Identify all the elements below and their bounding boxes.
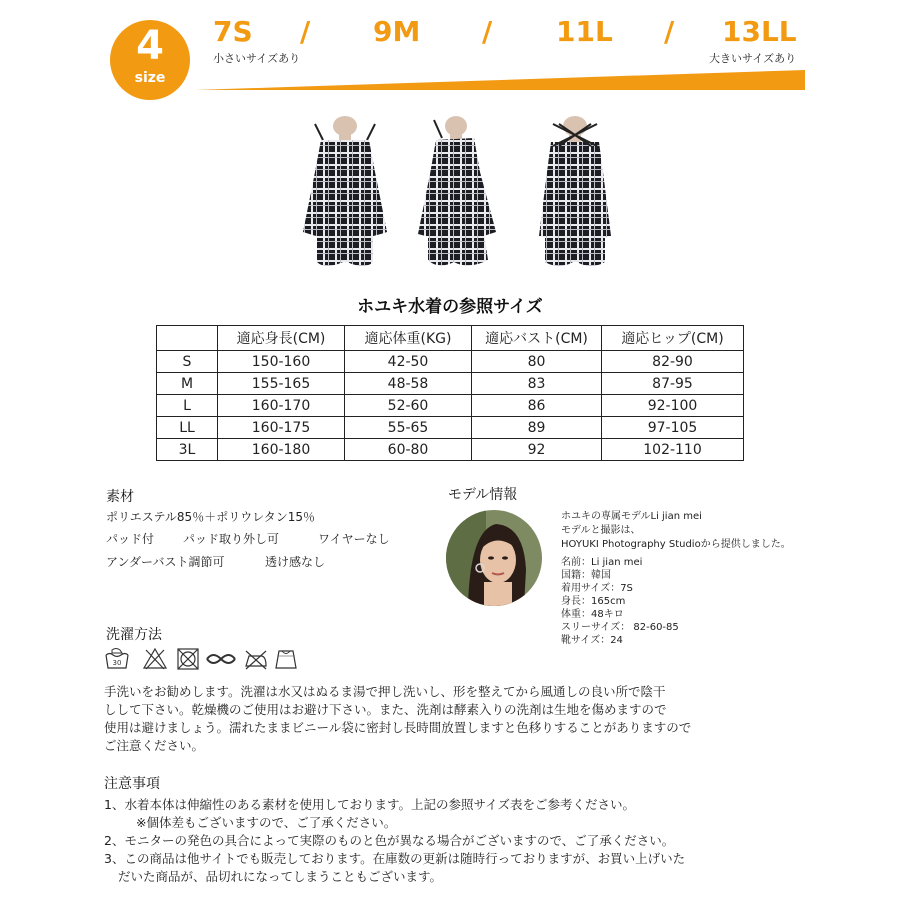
- wash-temp-label: 30: [112, 659, 122, 667]
- model-height: 身長：165cm: [561, 596, 626, 607]
- table-row: [157, 417, 744, 439]
- column-header: [157, 326, 218, 351]
- note-line: 3、この商品は他サイトでも販売しております。在庫数の更新は随時行っておりますが、お買い上げいた: [104, 851, 686, 866]
- column-header: 適応ヒップ(CM): [602, 326, 744, 351]
- size-separator: /: [664, 15, 675, 48]
- note-line: 2、モニターの発色の具合によって実際のものと色が異なる場合がございますので、ご了承ください。: [104, 833, 675, 848]
- table-header-row: [157, 326, 744, 351]
- model-country: 国籍：韓国: [561, 570, 611, 581]
- column-header: 適応バスト(CM): [472, 326, 602, 351]
- model-size-worn: 着用サイズ：7S: [561, 583, 633, 594]
- material-pad: パッド付: [106, 532, 155, 546]
- table-cell: 52-60: [345, 395, 472, 417]
- table-cell: 92-100: [602, 395, 744, 417]
- material-composition: ポリエステル85％＋ポリウレタン15％: [106, 510, 315, 524]
- size-label-9m: 9M: [373, 15, 421, 48]
- table-row: [157, 351, 744, 373]
- table-row: [157, 439, 744, 461]
- model-intro-2: モデルと撮影は、: [561, 525, 641, 536]
- table-cell: 150-160: [218, 351, 345, 373]
- table-cell: 160-175: [218, 417, 345, 439]
- note-line: 1、水着本体は伸縮性のある素材を使用しております。上記の参照サイズ表をご参考ください。: [104, 797, 635, 812]
- table-cell: 160-180: [218, 439, 345, 461]
- size-label-11l: 11L: [556, 15, 613, 48]
- table-cell: 160-170: [218, 395, 345, 417]
- table-cell: 82-90: [602, 351, 744, 373]
- table-cell: 92: [472, 439, 602, 461]
- column-header: 適応身長(CM): [218, 326, 345, 351]
- model-three-sizes: スリーサイズ： 82-60-85: [561, 622, 679, 633]
- column-header: 適応体重(KG): [345, 326, 472, 351]
- model-heading: モデル情報: [448, 487, 518, 503]
- table-cell: 55-65: [345, 417, 472, 439]
- note-line: ※個体差もございますので、ご了承ください。: [136, 815, 397, 830]
- note-small-sizes: 小さいサイズあり: [213, 52, 301, 65]
- material-transparency: 透け感なし: [265, 555, 326, 569]
- dry-in-shade-icon: [273, 646, 299, 672]
- table-cell: L: [157, 395, 218, 417]
- washing-text-line: 使用は避けましょう。濡れたままビニール袋に密封し長時間放置しますと色移りすることがありますので: [104, 720, 692, 735]
- size-table: [156, 325, 744, 461]
- table-row: [157, 373, 744, 395]
- no-iron-icon: [243, 646, 269, 672]
- table-cell: 89: [472, 417, 602, 439]
- table-cell: 83: [472, 373, 602, 395]
- table-cell: LL: [157, 417, 218, 439]
- header-accent-bar: [195, 70, 805, 90]
- notes-heading: 注意事項: [104, 776, 160, 792]
- no-bleach-icon: [142, 646, 168, 672]
- garment-side-photo: [408, 112, 508, 282]
- table-cell: M: [157, 373, 218, 395]
- washing-text-line: ご注意ください。: [104, 738, 205, 753]
- note-line: だいた商品が、品切れになってしまうこともございます。: [118, 869, 443, 884]
- table-cell: 60-80: [345, 439, 472, 461]
- model-avatar: [446, 510, 542, 606]
- table-cell: 42-50: [345, 351, 472, 373]
- model-intro-3: HOYUKI Photography Studioから提供しました。: [561, 539, 791, 550]
- washing-text-line: 手洗いをお勧めします。洗濯は水又はぬるま湯で押し洗いし、形を整えてから風通しの良い所で陰干: [104, 684, 666, 699]
- material-wire: ワイヤーなし: [318, 532, 390, 546]
- material-underbust: アンダーバスト調節可: [106, 555, 225, 569]
- table-cell: 87-95: [602, 373, 744, 395]
- washing-text-line: しして下さい。乾燥機のご使用はお避け下さい。また、洗剤は酵素入りの洗剤は生地を傷めますので: [104, 702, 667, 717]
- size-label-7s: 7S: [213, 15, 253, 48]
- table-cell: 155-165: [218, 373, 345, 395]
- table-cell: 102-110: [602, 439, 744, 461]
- size-separator: /: [300, 15, 311, 48]
- garment-front-photo: [295, 112, 395, 282]
- hand-wash-30-icon: [104, 646, 130, 672]
- table-cell: 3L: [157, 439, 218, 461]
- table-row: [157, 395, 744, 417]
- model-name: 名前：Li jian mei: [561, 557, 643, 568]
- table-cell: S: [157, 351, 218, 373]
- garment-back-photo: [525, 112, 625, 282]
- material-heading: 素材: [106, 489, 134, 505]
- size-label-13ll: 13LL: [722, 15, 797, 48]
- material-pad-removable: パッド取り外し可: [183, 532, 280, 546]
- model-weight: 体重：48キロ: [561, 609, 624, 620]
- table-cell: 48-58: [345, 373, 472, 395]
- note-large-sizes: 大きいサイズあり: [709, 52, 797, 65]
- badge-sub-label: size: [134, 70, 166, 86]
- wring-gently-icon: [205, 646, 237, 672]
- washing-heading: 洗濯方法: [106, 627, 162, 643]
- size-separator: /: [482, 15, 493, 48]
- table-cell: 97-105: [602, 417, 744, 439]
- size-table-title: ホユキ水着の参照サイズ: [357, 297, 543, 317]
- badge-number: 4: [136, 23, 164, 69]
- model-intro-1: ホユキの専属モデルLi jian mei: [561, 511, 702, 522]
- table-cell: 86: [472, 395, 602, 417]
- table-cell: 80: [472, 351, 602, 373]
- model-shoe-size: 靴サイズ：24: [561, 635, 623, 646]
- no-tumble-dry-icon: [175, 646, 201, 672]
